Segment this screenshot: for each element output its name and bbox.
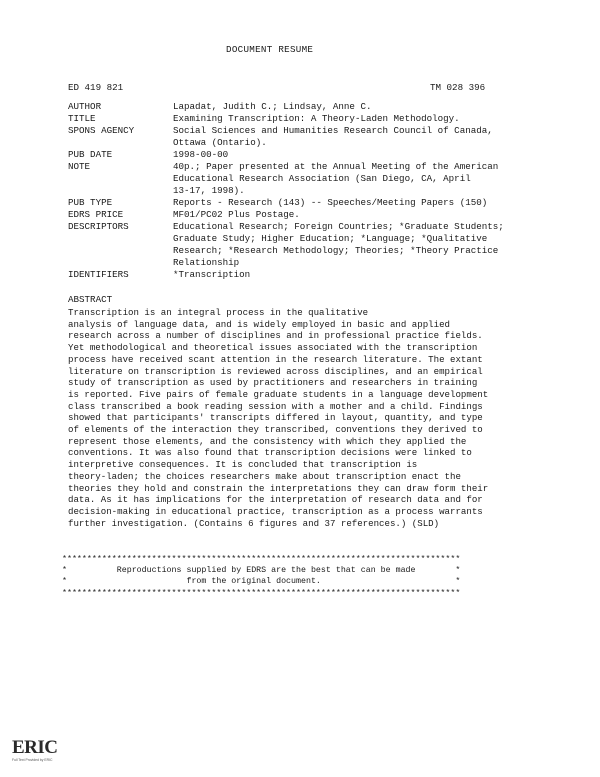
field-label: PUB DATE [68, 149, 113, 160]
reproduction-notice: ******************************************************************************** * Reproductions supplied by EDRS are the best that can be made * * from the original document. * ******************************************************************************** [62, 555, 461, 598]
field-pub-type [68, 197, 568, 209]
field-label: SPONS AGENCY [68, 125, 135, 136]
tm-number: TM 028 396 [430, 82, 486, 93]
field-value: MF01/PC02 Plus Postage. [173, 209, 300, 220]
metadata-fields [68, 101, 568, 281]
eric-logo-subtext: Full Text Provided by ERIC [12, 758, 53, 762]
field-label: AUTHOR [68, 101, 102, 112]
field-value: *Transcription [173, 269, 251, 280]
field-value: Reports - Research (143) -- Speeches/Meeting Papers (150) [173, 197, 488, 208]
eric-logo-text: ERIC [12, 737, 58, 758]
field-label: PUB TYPE [68, 197, 113, 208]
field-note [68, 161, 568, 197]
field-value: 1998-00-00 [173, 149, 229, 160]
ed-number: ED 419 821 [68, 82, 124, 93]
field-pub-date [68, 149, 568, 161]
field-value: 40p.; Paper presented at the Annual Meeting of the American Educational Research Association (San Diego, CA, April 13-17, 1998). [173, 161, 499, 196]
field-title [68, 113, 568, 125]
document-title: DOCUMENT RESUME [226, 44, 314, 55]
eric-logo [8, 734, 60, 768]
field-value: Educational Research; Foreign Countries; *Graduate Students; Graduate Study; Higher Education; *Language; *Qualitative Research; *Research Methodology; Theories; *Theory Practice Relationship [173, 221, 504, 268]
field-label: TITLE [68, 113, 96, 124]
abstract-text: Transcription is an integral process in the qualitative analysis of language data, and is widely employed in basic and applied research across a number of disciplines and in professional practice fields. Yet methodological and theoretical issues associated with the transcription process have received scant attention in the research literature. The extant literature on transcription is reviewed across disciplines, and an empirical study of transcription as used by practitioners and researchers in training is reported. Five pairs of female graduate students in a language development class transcribed a book reading session with a mother and a child. Findings showed that participants' transcripts differed in layout, quantity, and type of elements of the interaction they transcribed, conventions they derived to represent those elements, and the consistency with which they applied the conventions. It was also found that transcription decisions were linked to interpretive consequences. It is concluded that transcription is theory-laden; the choices researchers make about transcription enact the theories they hold and constrain the interpretations they can draw form their data. As it has implications for the interpretation of research data and for decision-making in educational practice, transcription as a process warrants further investigation. (Contains 6 figures and 37 references.) (SLD) [68, 307, 489, 529]
field-value: Social Sciences and Humanities Research Council of Canada, Ottawa (Ontario). [173, 125, 493, 148]
field-edrs-price [68, 209, 568, 221]
field-label: NOTE [68, 161, 91, 172]
field-value: Examining Transcription: A Theory-Laden Methodology. [173, 113, 460, 124]
field-label: DESCRIPTORS [68, 221, 129, 232]
field-spons-agency [68, 125, 568, 149]
abstract-label: ABSTRACT [68, 294, 113, 305]
field-label: EDRS PRICE [68, 209, 124, 220]
field-descriptors [68, 221, 568, 269]
field-author [68, 101, 568, 113]
field-value: Lapadat, Judith C.; Lindsay, Anne C. [173, 101, 372, 112]
field-identifiers [68, 269, 568, 281]
field-label: IDENTIFIERS [68, 269, 129, 280]
